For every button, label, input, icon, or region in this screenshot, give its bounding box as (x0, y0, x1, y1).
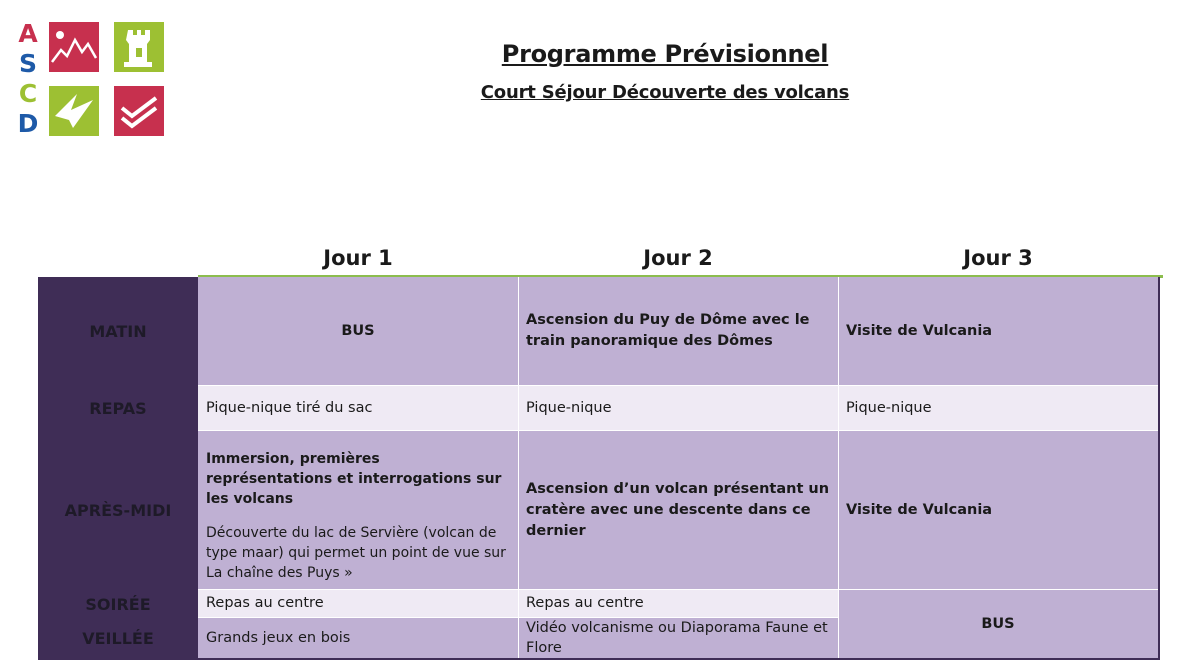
row-label-repas: REPAS (89, 398, 147, 418)
grid-line (838, 277, 839, 658)
grid-line (198, 617, 838, 618)
cell-text: Pique-nique (846, 399, 932, 416)
cell-repas-day1 (198, 386, 518, 430)
cell-text: Ascension du Puy de Dôme avec le train panoramique des Dômes (526, 312, 810, 349)
cell-text-bold: Immersion, premières représentations et interrogations sur les volcans (206, 451, 502, 507)
cell-repas-day2 (518, 386, 838, 430)
cell-text: Ascension d’un volcan présentant un cratère avec une descente dans ce dernier (526, 480, 830, 539)
cell-veillee-day2 (518, 618, 838, 658)
page-subtitle: Court Séjour Découverte des volcans (480, 82, 850, 103)
cell-text: Visite de Vulcania (846, 322, 993, 339)
cell-text: Repas au centre (526, 595, 644, 611)
cell-text: BUS (981, 615, 1015, 632)
ascd-logo (14, 20, 166, 138)
cell-veillee-day1 (198, 618, 518, 658)
cell-soiree-day1 (198, 590, 518, 617)
cell-evening-day3 (838, 590, 1158, 658)
page-title: Programme Prévisionnel (501, 40, 829, 68)
day-header-2: Jour 2 (643, 246, 713, 270)
cell-apres-midi-day2 (518, 431, 838, 589)
cell-text: Pique-nique (526, 399, 612, 416)
grid-line (198, 430, 1158, 431)
logo-letter-d: D (17, 109, 39, 138)
logo-letter-s: S (18, 49, 37, 78)
cell-text: Pique-nique tiré du sac (206, 399, 373, 416)
row-label-matin: MATIN (89, 321, 147, 341)
cell-text: Repas au centre (206, 595, 324, 611)
row-label-apres-midi: APRÈS-MIDI (64, 500, 172, 520)
logo-letter-c: C (18, 79, 38, 108)
cell-repas-day3 (838, 386, 1158, 430)
table-bottom-border (38, 658, 1158, 660)
day-header-1: Jour 1 (323, 246, 393, 270)
cell-apres-midi-day1 (198, 431, 518, 589)
cell-text: Visite de Vulcania (846, 501, 993, 518)
cell-text: BUS (341, 322, 375, 339)
table-right-border (1158, 277, 1160, 660)
grid-line (518, 277, 519, 658)
cell-matin-day3 (838, 277, 1158, 385)
grid-line (198, 589, 1158, 590)
cell-soiree-day2 (518, 590, 838, 617)
cell-matin-day1 (198, 277, 518, 385)
cell-text: Vidéo volcanisme ou Diaporama Faune et Flore (526, 620, 828, 656)
row-label-veillee: VEILLÉE (82, 628, 154, 648)
cell-apres-midi-day3 (838, 431, 1158, 589)
cell-matin-day2 (518, 277, 838, 385)
logo-letter-a: A (18, 19, 38, 48)
cell-text: Découverte du lac de Servière (volcan de type maar) qui permet un point de vue sur La chaîne des Puys » (206, 525, 506, 581)
day-header-3: Jour 3 (963, 246, 1033, 270)
row-label-soiree: SOIRÉE (85, 594, 151, 614)
cell-text: Grands jeux en bois (206, 629, 351, 646)
grid-line (198, 385, 1158, 386)
